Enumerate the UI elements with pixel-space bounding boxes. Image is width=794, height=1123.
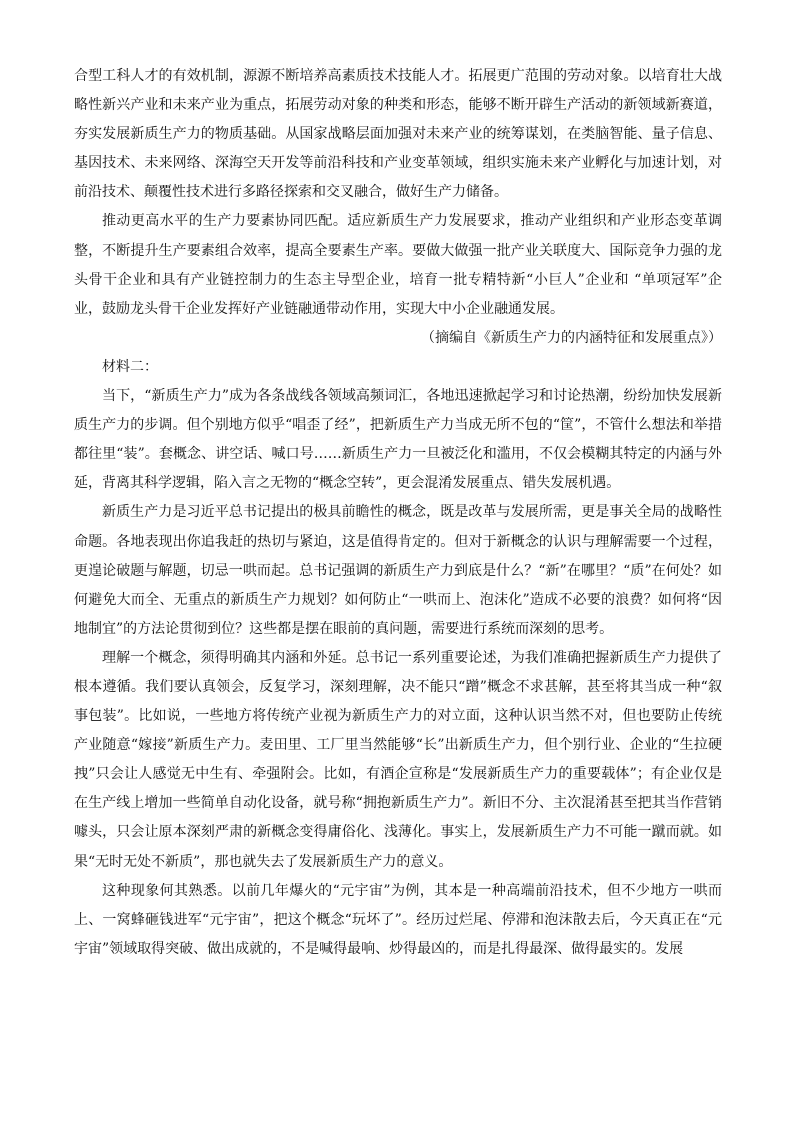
paragraph-production-factors: 推动更高水平的生产力要素协同匹配。适应新质生产力发展要求，推动产业组织和产业形态变革调整，不断提升生产要素组合效率，提高全要素生产率。要做大做强一批产业关联度大、国际竞争力强的龙头骨干企业和具有产业链控制力的生态主导型企业，培育一批专精特新“小巨人”企业和 “单项冠军”企业，鼓励龙头骨干企业发挥好产业链融通带动作用，实现大中小企业融通发展。 [74,213,722,317]
source-citation: （摘编自《新质生产力的内涵特征和发展重点》） [421,329,722,346]
paragraph-strategic-proposition: 新质生产力是习近平总书记提出的极具前瞻性的概念，既是改革与发展所需，更是事关全局的战略性命题。各地表现出你追我赶的热切与紧迫，这是值得肯定的。但对于新概念的认识与理解需要一个过程，更遑论破题与解题，切忌一哄而起。总书记强调的新质生产力到底是什么？“新”在哪里？“质”在何处？如何避免大而全、无重点的新质生产力规划？如何防止“一哄而上、泡沫化”造成不必要的浪费？如何将“因地制宜”的方法论贯彻到位？这些都是摆在眼前的真问题，需要进行系统而深刻的思考。 [74,504,722,637]
document-page [74,62,722,964]
paragraph-talent-labor-objects: 合型工科人才的有效机制，源源不断培养高素质技术技能人才。拓展更广范围的劳动对象。以培育壮大战略性新兴产业和未来产业为重点，拓展劳动对象的种类和形态，能够不断开辟生产活动的新领域新赛道，夯实发展新质生产力的物质基础。从国家战略层面加强对未来产业的统筹谋划，在类脑智能、量子信息、基因技术、未来网络、深海空天开发等前沿科技和产业变革领域，组织实施未来产业孵化与加速计划，对前沿技术、颠覆性技术进行多路径探索和交叉融合，做好生产力储备。 [74,68,722,201]
material-two-label: 材料二： [102,358,158,375]
paragraph-concept-abuse: 当下，“新质生产力”成为各条战线各领域高频词汇，各地迅速掀起学习和讨论热潮，纷纷加快发展新质生产力的步调。但个别地方似乎“唱歪了经”，把新质生产力当成无所不包的“筐”，不管什么想法和举措都往里“装”。套概念、讲空话、喊口号……新质生产力一旦被泛化和滥用，不仅会模糊其特定的内涵与外延，背离其科学逻辑，陷入言之无物的“概念空转”，更会混淆发展重点、错失发展机遇。 [74,388,722,492]
paragraph-metaverse-example: 这种现象何其熟悉。以前几年爆火的“元宇宙”为例，其本是一种高端前沿技术，但不少地方一哄而上、一窝蜂砸钱进军“元宇宙”，把这个概念“玩坏了”。经历过烂尾、停滞和泡沫散去后，今天真正在“元宇宙”领域取得突破、做出成就的，不是喊得最响、炒得最凶的，而是扎得最深、做得最实的。发展 [74,882,722,957]
paragraph-understanding-concept: 理解一个概念，须得明确其内涵和外延。总书记一系列重要论述，为我们准确把握新质生产力提供了根本遵循。我们要认真领会，反复学习，深刻理解，决不能只“蹭”概念不求甚解，甚至将其当成一种“叙事包装”。比如说，一些地方将传统产业视为新质生产力的对立面，这种认识当然不对，但也要防止传统产业随意“嫁接”新质生产力。麦田里、工厂里当然能够“长”出新质生产力，但个别行业、企业的“生拉硬拽”只会让人感觉无中生有、牵强附会。比如，有酒企宣称是“发展新质生产力的重要载体”；有企业仅是在生产线上增加一些简单自动化设备，就号称“拥抱新质生产力”。新旧不分、主次混淆甚至把其当作营销噱头，只会让原本深刻严肃的新概念变得庸俗化、浅薄化。事实上，发展新质生产力不可能一蹴而就。如果“无时无处不新质”，那也就失去了发展新质生产力的意义。 [74,649,722,870]
